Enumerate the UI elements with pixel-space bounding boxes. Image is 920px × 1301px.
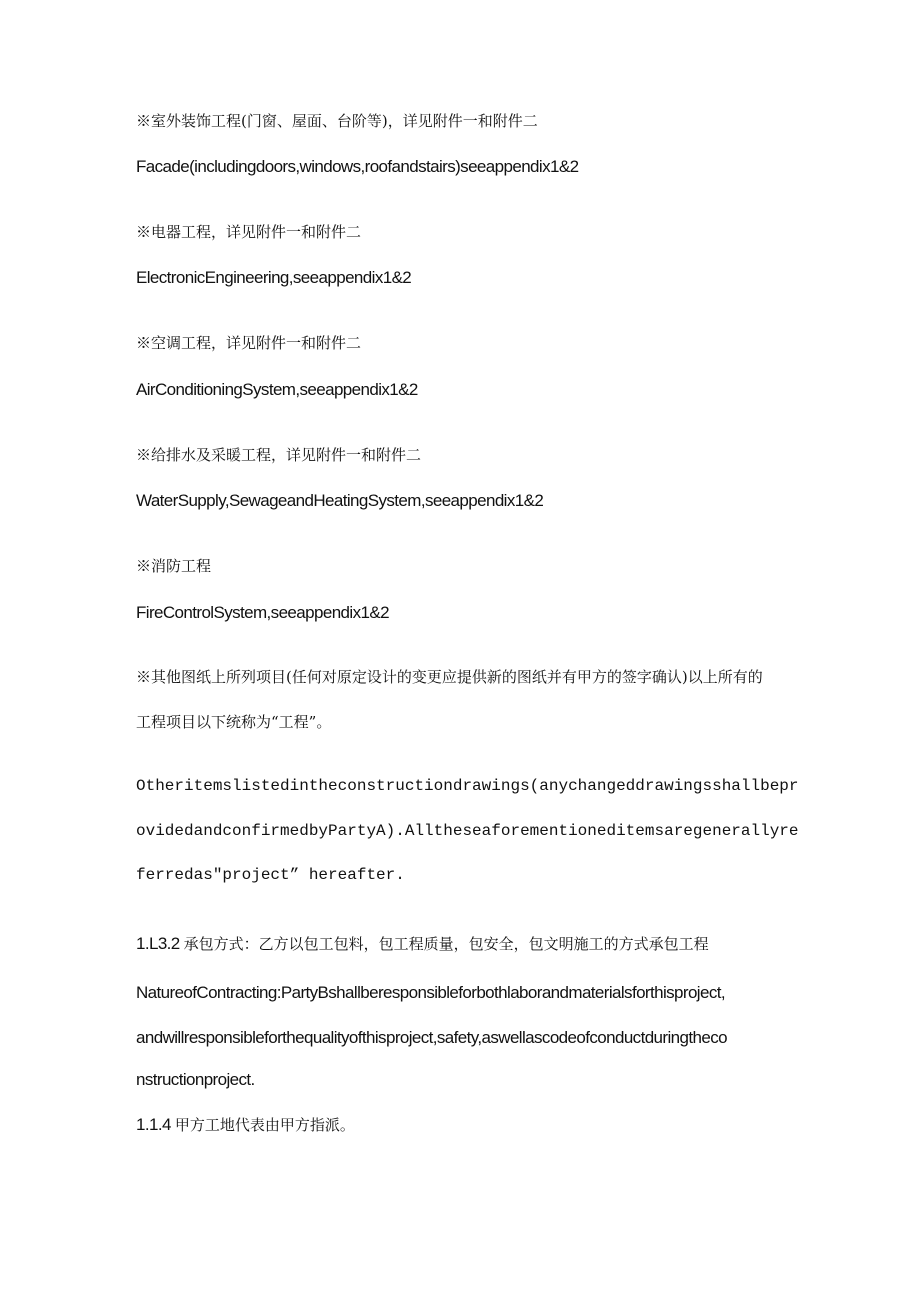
text-line-other-en-2: ovidedandconfirmedbyPartyA).Alltheseaforementioneditemsaregenerallyre (136, 822, 799, 840)
text-line-other-en-1: Otheritemslistedintheconstructiondrawings(anychangeddrawingsshallbepr (136, 777, 799, 795)
text-line-water-en: WaterSupply,SewageandHeatingSystem,seeappendix1&2 (136, 491, 544, 510)
text-line-ac-cn: ※空调工程，详见附件一和附件二 (136, 334, 362, 352)
text-line-other-cn-1: ※其他图纸上所列项目(任何对原定设计的变更应提供新的图纸并有甲方的签字确认)以上所有的 (136, 668, 763, 686)
text-line-fire-cn: ※消防工程 (136, 557, 212, 575)
clause-text: 承包方式：乙方以包工包料，包工程质量，包安全，包文明施工的方式承包工程 (183, 935, 709, 953)
text-line-contract-en-2: andwillresponsibleforthequalityofthisproject,safety,aswellascodeofconductduringtheco (136, 1028, 727, 1047)
text-line-ac-en: AirConditioningSystem,seeappendix1&2 (136, 380, 418, 399)
clause-text: 甲方工地代表由甲方指派。 (174, 1116, 355, 1134)
text-line-contract-en-3: nstructionproject. (136, 1070, 255, 1089)
text-line-facade-en: Facade(includingdoors,windows,roofandstairs)seeappendix1&2 (136, 157, 579, 176)
text-line-water-cn: ※给排水及采暖工程，详见附件一和附件二 (136, 446, 422, 464)
text-line-fire-en: FireControlSystem,seeappendix1&2 (136, 603, 389, 622)
text-line-electric-en: ElectronicEngineering,seeappendix1&2 (136, 268, 412, 287)
text-line-facade-cn: ※室外装饰工程(门窗、屋面、台阶等)，详见附件一和附件二 (136, 112, 538, 130)
clause-number: 1.1.4 (136, 1115, 171, 1134)
text-line-contract-cn (136, 933, 709, 954)
text-line-representative (136, 1114, 355, 1135)
clause-number: 1.L3.2 (136, 934, 180, 953)
text-line-electric-cn: ※电器工程，详见附件一和附件二 (136, 223, 362, 241)
text-line-contract-en-1: NatureofContracting:PartyBshallberesponsibleforbothlaborandmaterialsforthisproject, (136, 983, 725, 1002)
text-line-other-en-3: ferredas"project” hereafter. (136, 866, 405, 884)
text-line-other-cn-2: 工程项目以下统称为“工程”。 (136, 713, 332, 731)
